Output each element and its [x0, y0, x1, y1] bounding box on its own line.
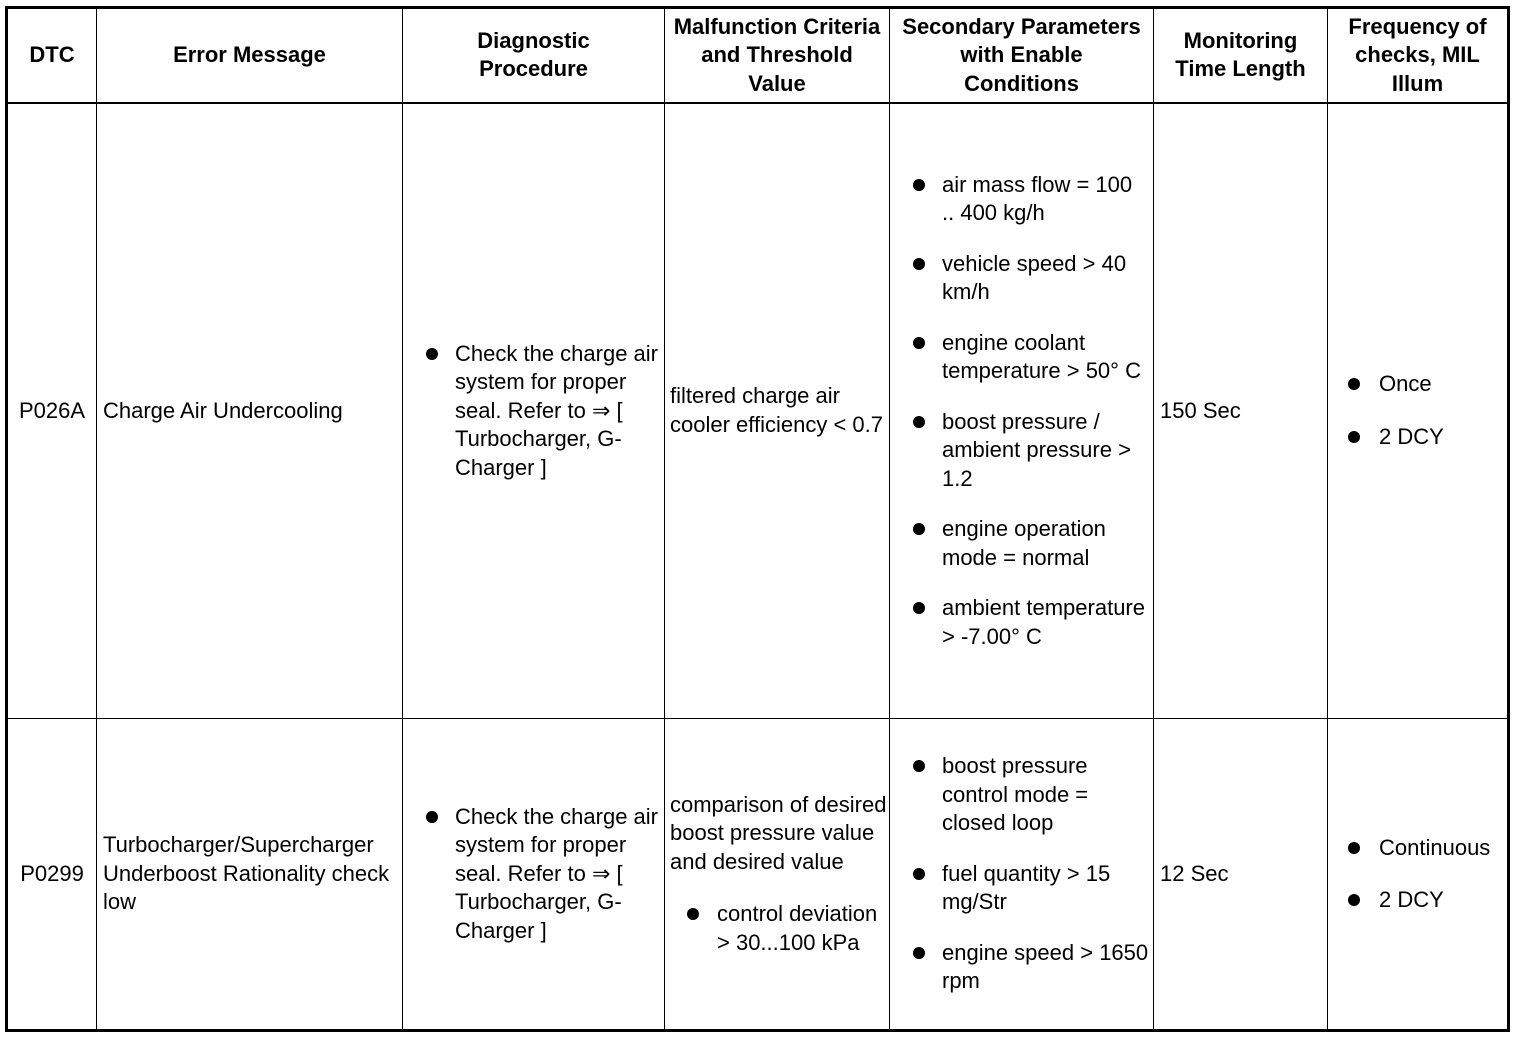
- secondary-parameter-item: vehicle speed > 40 km/h: [890, 250, 1149, 307]
- diagnostic-procedure-cell: [403, 719, 665, 1031]
- secondary-parameters-list: [890, 171, 1153, 652]
- diagnostic-procedure-cell: [403, 103, 665, 719]
- frequency-item: 2 DCY: [1328, 886, 1507, 915]
- error-message: Charge Air Undercooling: [97, 103, 403, 719]
- header-secondary-parameters: Secondary Parameters with Enable Conditions: [890, 8, 1154, 103]
- frequency-cell: [1328, 719, 1509, 1031]
- secondary-parameter-item: boost pressure control mode = closed loop: [890, 752, 1149, 838]
- frequency-item: 2 DCY: [1328, 423, 1507, 452]
- malfunction-criteria-text: filtered charge air cooler efficiency < 0.7: [670, 383, 883, 437]
- dtc-code: P0299: [7, 719, 97, 1031]
- header-row: [7, 8, 1509, 103]
- secondary-parameters-cell: [890, 103, 1154, 719]
- error-message: Turbocharger/Supercharger Underboost Rationality check low: [97, 719, 403, 1031]
- frequency-item: Continuous: [1328, 834, 1507, 863]
- monitoring-time: 150 Sec: [1154, 103, 1328, 719]
- malfunction-criteria-item: control deviation > 30...100 kPa: [670, 900, 889, 957]
- secondary-parameter-item: ambient temperature > -7.00° C: [890, 594, 1149, 651]
- table-row: [7, 103, 1509, 719]
- procedure-item: Check the charge air system for proper seal. Refer to ⇒ [ Turbocharger, G-Charger ]: [403, 803, 664, 946]
- secondary-parameter-item: engine operation mode = normal: [890, 515, 1149, 572]
- secondary-parameters-cell: [890, 719, 1154, 1031]
- malfunction-criteria-cell: [665, 719, 890, 1031]
- header-error-message: Error Message: [97, 8, 403, 103]
- secondary-parameter-item: engine coolant temperature > 50° C: [890, 329, 1149, 386]
- header-frequency: Frequency of checks, MIL Illum: [1328, 8, 1509, 103]
- malfunction-criteria-text: comparison of desired boost pressure value and desired value: [670, 791, 887, 874]
- secondary-parameter-item: air mass flow = 100 .. 400 kg/h: [890, 171, 1149, 228]
- secondary-parameter-item: boost pressure / ambient pressure > 1.2: [890, 408, 1149, 494]
- frequency-list: [1328, 834, 1507, 915]
- header-dtc: DTC: [7, 8, 97, 103]
- malfunction-criteria-cell: [665, 103, 890, 719]
- frequency-cell: [1328, 103, 1509, 719]
- procedure-list: [403, 340, 664, 483]
- header-diagnostic-procedure: Diagnostic Procedure: [403, 8, 665, 103]
- table-row: [7, 719, 1509, 1031]
- header-malfunction-criteria: Malfunction Criteria and Threshold Value: [665, 8, 890, 103]
- frequency-list: [1328, 370, 1507, 451]
- header-monitoring-time: Monitoring Time Length: [1154, 8, 1328, 103]
- secondary-parameter-item: fuel quantity > 15 mg/Str: [890, 860, 1149, 917]
- secondary-parameters-list: [890, 752, 1153, 996]
- procedure-item: Check the charge air system for proper seal. Refer to ⇒ [ Turbocharger, G-Charger ]: [403, 340, 664, 483]
- dtc-table: [5, 6, 1510, 1032]
- malfunction-criteria-list: [670, 900, 889, 957]
- procedure-list: [403, 803, 664, 946]
- secondary-parameter-item: engine speed > 1650 rpm: [890, 939, 1149, 996]
- frequency-item: Once: [1328, 370, 1507, 399]
- monitoring-time: 12 Sec: [1154, 719, 1328, 1031]
- dtc-code: P026A: [7, 103, 97, 719]
